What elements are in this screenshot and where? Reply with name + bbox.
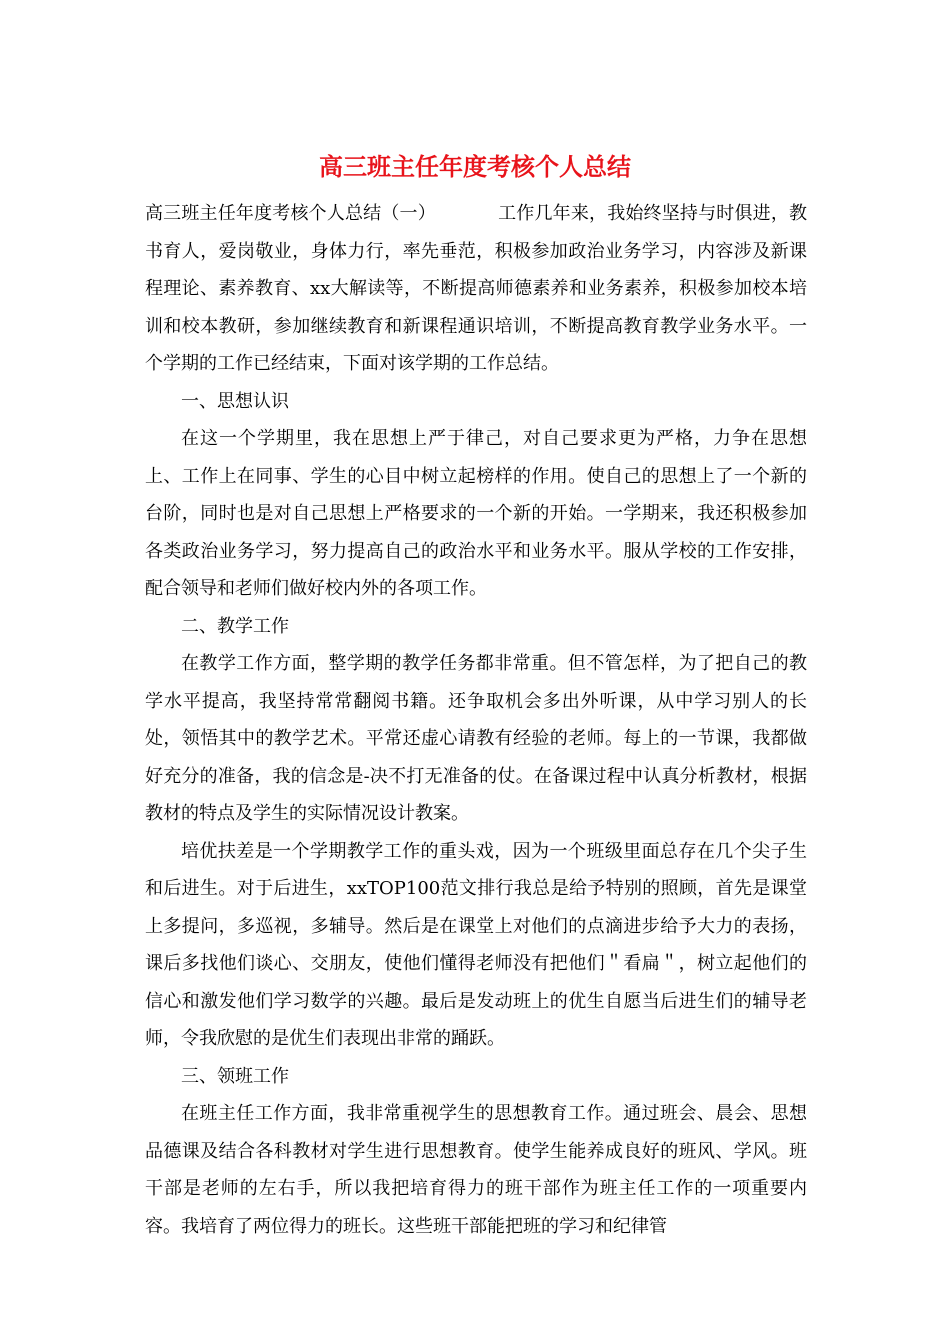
section-heading-class-leading: 三、领班工作 xyxy=(181,1065,289,1087)
document-body xyxy=(145,195,807,1245)
section-class-leading-paragraph: 在班主任工作方面，我非常重视学生的思想教育工作。通过班会、晨会、思想品德课及结合各科教材对学生进行思想教育。使学生能养成良好的班风、学风。班干部是老师的左右手，所以我把培育得力的班干部作为班主任工作的一项重要内容。我培育了两位得力的班长。这些班干部能把班的学习和纪律管 xyxy=(145,1103,807,1237)
section-teaching-paragraph-2: 培优扶差是一个学期教学工作的重头戏，因为一个班级里面总存在几个尖子生和后进生。对于后进生，xxTOP100范文排行我总是给予特别的照顾，首先是课堂上多提问，多巡视，多辅导。然后是在课堂上对他们的点滴进步给予大力的表扬，课后多找他们谈心、交朋友，使他们懂得老师没有把他们＂看扁＂，树立起他们的信心和激发他们学习数学的兴趣。最后是发动班上的优生自愿当后进生们的辅导老师，令我欣慰的是优生们表现出非常的踊跃。 xyxy=(145,840,807,1049)
section-heading-thought: 一、思想认识 xyxy=(181,390,289,412)
section-teaching-paragraph-1: 在教学工作方面，整学期的教学任务都非常重。但不管怎样，为了把自己的教学水平提高，我坚持常常翻阅书籍。还争取机会多出外听课，从中学习别人的长处，领悟其中的教学艺术。平常还虚心请教有经验的老师。每上的一节课，我都做好充分的准备，我的信念是-决不打无准备的仗。在备课过程中认真分析教材，根据教材的特点及学生的实际情况设计教案。 xyxy=(145,653,807,824)
intro-text: 工作几年来，我始终坚持与时俱进，教书育人，爱岗敬业，身体力行，率先垂范，积极参加政治业务学习，内容涉及新课程理论、素养教育、xx大解读等，不断提高师德素养和业务素养，积极参加校本培训和校本教研，参加继续教育和新课程通识培训，不断提高教育教学业务水平。一个学期的工作已经结束，下面对该学期的工作总结。 xyxy=(145,203,808,374)
intro-heading: 高三班主任年度考核个人总结（一） xyxy=(145,203,436,224)
intro-paragraph xyxy=(145,195,807,383)
section-thought-paragraph: 在这一个学期里，我在思想上严于律己，对自己要求更为严格，力争在思想上、工作上在同事、学生的心目中树立起榜样的作用。使自己的思想上了一个新的台阶，同时也是对自己思想上严格要求的一个新的开始。一学期来，我还积极参加各类政治业务学习，努力提高自己的政治水平和业务水平。服从学校的工作安排，配合领导和老师们做好校内外的各项工作。 xyxy=(145,428,807,599)
section-heading-teaching: 二、教学工作 xyxy=(181,615,289,637)
document-title: 高三班主任年度考核个人总结 xyxy=(319,152,631,181)
